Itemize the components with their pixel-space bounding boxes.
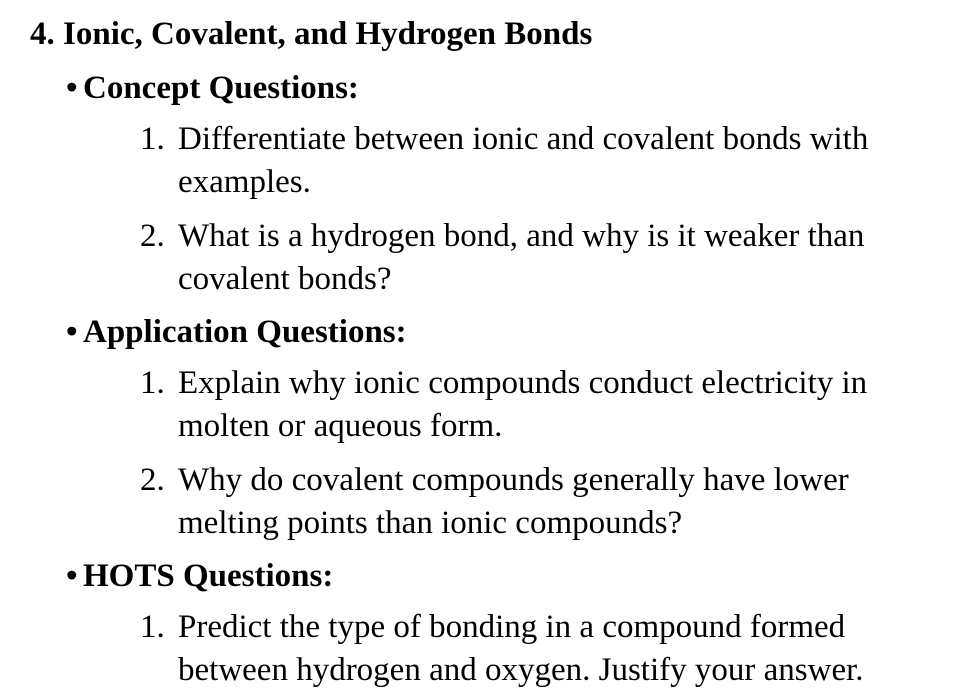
item-number: 1. <box>140 365 165 401</box>
bullet-icon: • <box>66 70 78 106</box>
page-title: 4. Ionic, Covalent, and Hydrogen Bonds <box>30 16 593 52</box>
item-number: 1. <box>140 121 165 157</box>
list-item-application-1 <box>140 362 950 448</box>
item-text: Why do covalent compounds generally have lower melting points than ionic compounds? <box>178 462 849 541</box>
list-item-hots-1 <box>140 606 950 692</box>
bullet-icon: • <box>66 558 78 594</box>
item-text: Explain why ionic compounds conduct electricity in molten or aqueous form. <box>178 365 868 444</box>
section-heading-label: Concept Questions: <box>83 70 359 106</box>
section-heading-concept <box>66 66 359 110</box>
section-heading-label: HOTS Questions: <box>83 558 334 594</box>
item-number: 2. <box>140 462 165 498</box>
section-heading-label: Application Questions: <box>83 314 407 350</box>
section-heading-application <box>66 310 407 354</box>
list-item-application-2 <box>140 459 950 545</box>
item-text: Differentiate between ionic and covalent bonds with examples. <box>178 121 869 200</box>
list-item-concept-1 <box>140 118 950 204</box>
list-item-concept-2 <box>140 215 950 301</box>
section-heading-hots <box>66 554 333 598</box>
item-text: What is a hydrogen bond, and why is it weaker than covalent bonds? <box>178 218 865 297</box>
item-number: 2. <box>140 218 165 254</box>
item-text: Predict the type of bonding in a compound formed between hydrogen and oxygen. Justify your answer. <box>178 609 864 688</box>
bullet-icon: • <box>66 314 78 350</box>
item-number: 1. <box>140 609 165 645</box>
